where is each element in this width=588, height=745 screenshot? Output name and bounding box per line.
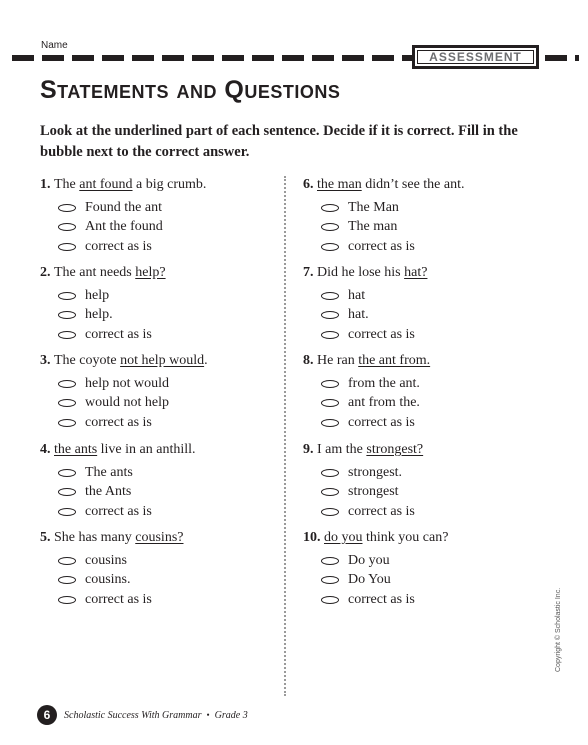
answer-option-text: help not would <box>85 375 169 391</box>
answer-options <box>303 198 553 257</box>
name-line <box>12 55 412 61</box>
answer-bubble[interactable] <box>58 557 76 565</box>
answer-bubble[interactable] <box>321 508 339 516</box>
question-stem <box>303 176 553 194</box>
question-stem <box>303 352 553 370</box>
answer-option-text: strongest <box>348 484 399 500</box>
answer-bubble[interactable] <box>321 557 339 565</box>
grade-label: Grade 3 <box>214 709 248 721</box>
question-text-after: think you can? <box>362 530 449 545</box>
question-text-before: The coyote <box>54 353 121 368</box>
answer-option-text: ant from the. <box>348 395 420 411</box>
answer-bubble[interactable] <box>321 488 339 496</box>
question-underlined-part: the ant from. <box>358 353 431 368</box>
page-footer <box>37 705 248 725</box>
answer-option-text: The ants <box>85 464 133 480</box>
question-text-before: The ant needs <box>54 265 136 280</box>
question-text-before: The <box>54 177 80 192</box>
answer-option-text: The man <box>348 219 398 235</box>
question-10 <box>303 529 553 610</box>
question-underlined-part: cousins? <box>135 530 184 545</box>
name-line-right <box>545 55 579 61</box>
answer-bubble[interactable] <box>321 596 339 604</box>
answer-bubble[interactable] <box>58 223 76 231</box>
answer-options <box>303 551 553 610</box>
answer-option-text: correct as is <box>348 326 415 342</box>
question-text-after: . <box>204 353 208 368</box>
question-underlined-part: ant found <box>79 177 133 192</box>
answer-option[interactable] <box>321 394 553 414</box>
question-number: 9. <box>303 442 317 457</box>
question-6 <box>303 176 553 257</box>
answer-option-text: hat. <box>348 307 369 323</box>
answer-option-text: from the ant. <box>348 375 420 391</box>
answer-option-text: cousins. <box>85 572 131 588</box>
answer-option[interactable] <box>58 286 290 306</box>
answer-option-text: Ant the found <box>85 219 163 235</box>
question-number: 8. <box>303 353 317 368</box>
assessment-label: ASSESSMENT <box>429 50 522 64</box>
question-number: 1. <box>40 177 54 192</box>
answer-option[interactable] <box>58 590 290 610</box>
answer-option[interactable] <box>321 551 553 571</box>
answer-option[interactable] <box>58 413 290 433</box>
question-text-before: She has many <box>54 530 136 545</box>
question-7 <box>303 264 553 345</box>
question-5 <box>40 529 290 610</box>
answer-bubble[interactable] <box>321 469 339 477</box>
answer-option-text: Do You <box>348 572 391 588</box>
page-number: 6 <box>37 705 57 725</box>
answer-option[interactable] <box>58 218 290 238</box>
answer-option[interactable] <box>58 502 290 522</box>
answer-bubble[interactable] <box>321 204 339 212</box>
answer-option-text: correct as is <box>85 238 152 254</box>
answer-bubble[interactable] <box>58 488 76 496</box>
answer-options <box>303 463 553 522</box>
answer-options <box>303 374 553 433</box>
answer-option[interactable] <box>58 198 290 218</box>
answer-bubble[interactable] <box>58 204 76 212</box>
answer-option[interactable] <box>58 374 290 394</box>
answer-bubble[interactable] <box>321 292 339 300</box>
question-underlined-part: not help would <box>120 353 205 368</box>
answer-bubble[interactable] <box>58 419 76 427</box>
answer-options <box>303 286 553 345</box>
question-number: 6. <box>303 177 317 192</box>
answer-bubble[interactable] <box>321 243 339 251</box>
question-stem <box>303 441 553 459</box>
answer-bubble[interactable] <box>58 331 76 339</box>
answer-option[interactable] <box>58 394 290 414</box>
answer-option[interactable] <box>321 325 553 345</box>
answer-bubble[interactable] <box>58 508 76 516</box>
answer-option-text: Do you <box>348 552 390 568</box>
question-text-before: I am the <box>317 442 367 457</box>
answer-bubble[interactable] <box>58 596 76 604</box>
question-number: 4. <box>40 442 54 457</box>
answer-bubble[interactable] <box>321 419 339 427</box>
question-underlined-part: do you <box>324 530 363 545</box>
answer-options <box>40 286 290 345</box>
answer-option-text: correct as is <box>348 591 415 607</box>
answer-option[interactable] <box>321 502 553 522</box>
question-3 <box>40 352 290 433</box>
question-underlined-part: help? <box>135 265 166 280</box>
question-number: 5. <box>40 530 54 545</box>
answer-options <box>40 551 290 610</box>
question-8 <box>303 352 553 433</box>
answer-option-text: correct as is <box>85 326 152 342</box>
answer-option-text: Found the ant <box>85 199 162 215</box>
answer-options <box>40 463 290 522</box>
answer-option[interactable] <box>321 237 553 257</box>
answer-bubble[interactable] <box>58 469 76 477</box>
answer-option-text: cousins <box>85 552 127 568</box>
question-2 <box>40 264 290 345</box>
answer-option[interactable] <box>321 571 553 591</box>
answer-option[interactable] <box>58 483 290 503</box>
answer-bubble[interactable] <box>58 380 76 388</box>
answer-option[interactable] <box>321 198 553 218</box>
question-underlined-part: hat? <box>404 265 428 280</box>
question-number: 2. <box>40 265 54 280</box>
answer-bubble[interactable] <box>58 292 76 300</box>
answer-option-text: strongest. <box>348 464 403 480</box>
page-title: Statements and Questions <box>40 76 341 104</box>
question-stem <box>303 529 553 547</box>
answer-option[interactable] <box>58 463 290 483</box>
answer-option[interactable] <box>58 551 290 571</box>
book-title: Scholastic Success With Grammar <box>64 709 202 721</box>
question-stem <box>40 441 290 459</box>
question-stem <box>40 176 290 194</box>
answer-option-text: would not help <box>85 395 169 411</box>
answer-option[interactable] <box>58 571 290 591</box>
answer-option-text: correct as is <box>348 503 415 519</box>
answer-options <box>40 198 290 257</box>
answer-option[interactable] <box>321 413 553 433</box>
answer-option-text: correct as is <box>85 591 152 607</box>
answer-option-text: correct as is <box>85 503 152 519</box>
question-number: 10. <box>303 530 324 545</box>
question-stem <box>40 352 290 370</box>
answer-option[interactable] <box>321 374 553 394</box>
question-number: 7. <box>303 265 317 280</box>
answer-bubble[interactable] <box>58 399 76 407</box>
question-underlined-part: the man <box>317 177 362 192</box>
answer-bubble[interactable] <box>58 243 76 251</box>
answer-option[interactable] <box>321 218 553 238</box>
assessment-badge <box>412 45 539 69</box>
answer-option[interactable] <box>321 463 553 483</box>
footer-separator: • <box>206 710 210 720</box>
answer-bubble[interactable] <box>58 311 76 319</box>
answer-option-text: help <box>85 287 110 303</box>
question-1 <box>40 176 290 257</box>
answer-options <box>40 374 290 433</box>
question-stem <box>40 264 290 282</box>
question-4 <box>40 441 290 522</box>
question-text-before: Did he lose his <box>317 265 405 280</box>
answer-bubble[interactable] <box>321 399 339 407</box>
answer-option[interactable] <box>58 325 290 345</box>
copyright-notice: Copyright © Scholastic Inc. <box>555 587 562 672</box>
answer-option[interactable] <box>58 237 290 257</box>
answer-option[interactable] <box>321 306 553 326</box>
answer-bubble[interactable] <box>321 380 339 388</box>
answer-option[interactable] <box>58 306 290 326</box>
answer-option-text: correct as is <box>348 414 415 430</box>
answer-option-text: help. <box>85 307 113 323</box>
answer-bubble[interactable] <box>58 576 76 584</box>
question-underlined-part: the ants <box>54 442 98 457</box>
question-text-after: a big crumb. <box>132 177 207 192</box>
answer-option-text: hat <box>348 287 366 303</box>
answer-option-text: correct as is <box>348 238 415 254</box>
answer-bubble[interactable] <box>321 223 339 231</box>
answer-option-text: correct as is <box>85 414 152 430</box>
question-text-after: didn’t see the ant. <box>361 177 465 192</box>
instructions: Look at the underlined part of each sentence. Decide if it is correct. Fill in the bubble next to the correct answer. <box>40 123 518 160</box>
question-text-before: He ran <box>317 353 359 368</box>
name-label: Name <box>41 40 68 51</box>
question-underlined-part: strongest? <box>366 442 424 457</box>
answer-option-text: The Man <box>348 199 399 215</box>
question-9 <box>303 441 553 522</box>
answer-option[interactable] <box>321 483 553 503</box>
question-stem <box>40 529 290 547</box>
answer-option[interactable] <box>321 286 553 306</box>
answer-option-text: the Ants <box>85 484 132 500</box>
answer-bubble[interactable] <box>321 331 339 339</box>
answer-option[interactable] <box>321 590 553 610</box>
question-stem <box>303 264 553 282</box>
question-number: 3. <box>40 353 54 368</box>
question-text-after: live in an anthill. <box>97 442 196 457</box>
answer-bubble[interactable] <box>321 576 339 584</box>
answer-bubble[interactable] <box>321 311 339 319</box>
